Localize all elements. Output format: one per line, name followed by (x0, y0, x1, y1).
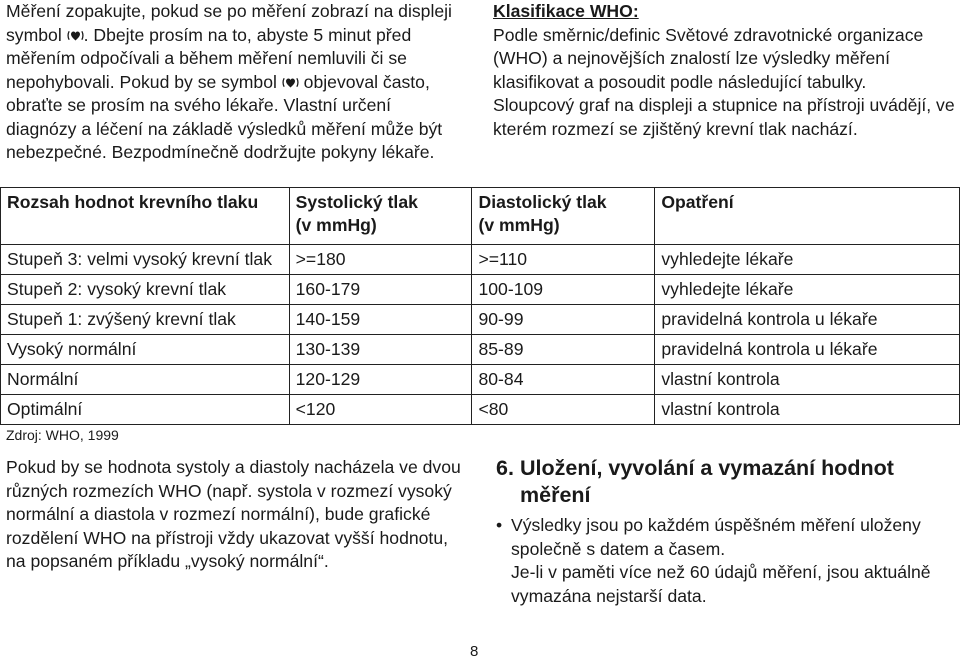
table-row (1, 305, 960, 335)
heart-with-waves-icon (67, 27, 84, 44)
page-number: 8 (470, 643, 479, 660)
table-row (1, 395, 960, 425)
left-top-part3: objevoval často, obraťte se prosím na svého lékaře. Vlastní určení diagnózy a léčení na základě výsledků měření může být nebezpečné. Bezpodmínečně dodržujte pokyny lékaře. (6, 71, 443, 162)
cell-range: Stupeň 2: vysoký krevní tlak (1, 275, 290, 305)
section-title-line1: Uložení, vyvolání a vymazání hodnot (520, 456, 894, 480)
table-row (1, 335, 960, 365)
cell-range: Stupeň 1: zvýšený krevní tlak (1, 305, 290, 335)
heart-with-waves-icon (282, 74, 299, 91)
cell-range: Optimální (1, 395, 290, 425)
bullet-line-2: Je-li v paměti více než 60 údajů měření, jsou aktuálně vymazána nejstarší data. (511, 562, 931, 606)
cell-action: pravidelná kontrola u lékaře (655, 305, 960, 335)
cell-action: pravidelná kontrola u lékaře (655, 335, 960, 365)
table-row (1, 275, 960, 305)
section-number: 6. (496, 456, 514, 480)
table-row (1, 245, 960, 275)
cell-diastolic: 85-89 (472, 335, 655, 365)
bullet-line-1: Výsledky jsou po každém úspěšném měření uloženy společně s datem a časem. (511, 515, 921, 559)
section-title-line2: měření (520, 483, 591, 507)
cell-action: vyhledejte lékaře (655, 275, 960, 305)
cell-action: vlastní kontrola (655, 365, 960, 395)
cell-diastolic: 90-99 (472, 305, 655, 335)
cell-action: vlastní kontrola (655, 395, 960, 425)
cell-diastolic: <80 (472, 395, 655, 425)
blood-pressure-table (0, 187, 960, 425)
header-action: Opatření (655, 188, 960, 245)
left-top-part2: . Dbejte prosím na to, abyste 5 minut před měřením odpočívali a během měření nemluvili či se nepohybovali. Pokud by se symbol (6, 24, 412, 92)
table-header-row (1, 188, 960, 245)
section-heading (496, 455, 936, 509)
cell-systolic: >=180 (289, 245, 472, 275)
cell-range: Normální (1, 365, 290, 395)
cell-diastolic: 80-84 (472, 365, 655, 395)
cell-systolic: 130-139 (289, 335, 472, 365)
cell-systolic: <120 (289, 395, 472, 425)
left-bottom-paragraph: Pokud by se hodnota systoly a diastoly nacházela ve dvou různých rozmezích WHO (např. systola v rozmezí vysoký normální a diastola v rozmezí normální), bude grafické rozdělení WHO na přístroji vždy ukazovat vyšší hodnotu, na popsaném příkladu „vysoký normální“. (6, 457, 461, 571)
who-paragraph-2: Sloupcový graf na displeji a stupnice na přístroji uvádějí, ve kterém rozmezí se zjištěný krevní tlak nachází. (493, 95, 955, 139)
header-range: Rozsah hodnot krevního tlaku (1, 188, 290, 245)
bullet-item (496, 514, 956, 608)
cell-action: vyhledejte lékaře (655, 245, 960, 275)
cell-range: Stupeň 3: velmi vysoký krevní tlak (1, 245, 290, 275)
table-row (1, 365, 960, 395)
left-top-part1: Měření zopakujte, pokud se po měření zobrazí na displeji symbol (6, 1, 452, 45)
cell-systolic: 140-159 (289, 305, 472, 335)
cell-systolic: 120-129 (289, 365, 472, 395)
header-systolic: Systolický tlak (v mmHg) (289, 188, 472, 245)
who-classification (493, 0, 955, 141)
left-top-paragraph (6, 0, 466, 165)
cell-diastolic: >=110 (472, 245, 655, 275)
bullet-icon: • (496, 515, 503, 535)
header-diastolic: Diastolický tlak (v mmHg) (472, 188, 655, 245)
cell-diastolic: 100-109 (472, 275, 655, 305)
source-note: Zdroj: WHO, 1999 (6, 427, 119, 443)
who-title: Klasifikace WHO: (493, 1, 639, 21)
who-paragraph-1: Podle směrnic/definic Světové zdravotnické organizace (WHO) a nejnovějších znalostí lze výsledky měření klasifikovat a posoudit podle následující tabulky. (493, 24, 924, 92)
cell-range: Vysoký normální (1, 335, 290, 365)
cell-systolic: 160-179 (289, 275, 472, 305)
